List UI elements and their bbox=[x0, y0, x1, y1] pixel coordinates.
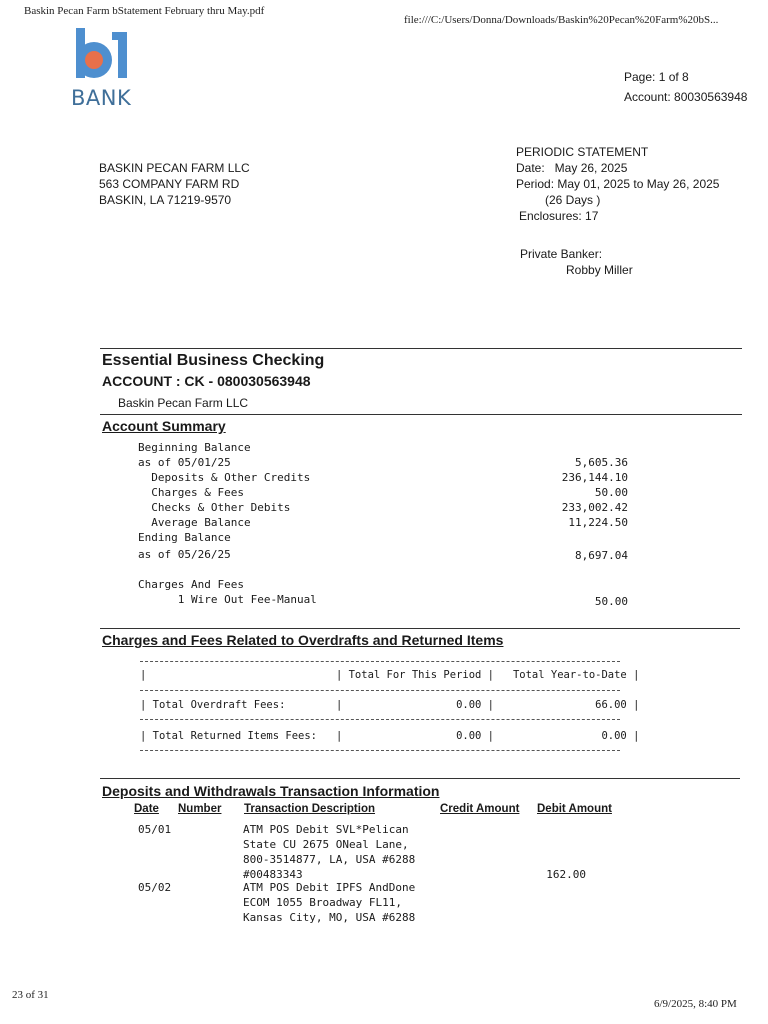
transactions-section-title: Deposits and Withdrawals Transaction Information bbox=[102, 783, 440, 799]
statement-title: PERIODIC STATEMENT bbox=[516, 145, 649, 159]
charges-fees-item: 1 Wire Out Fee-Manual bbox=[138, 593, 317, 606]
page-number: Page: 1 of 8 bbox=[624, 70, 689, 84]
transaction-date: 05/01 bbox=[138, 823, 172, 836]
divider bbox=[100, 628, 740, 629]
description-line: ECOM 1055 Broadway FL11, bbox=[243, 896, 402, 909]
statement-info bbox=[516, 144, 719, 224]
overdraft-fees-row: | Total Overdraft Fees: | 0.00 | 66.00 | bbox=[140, 699, 640, 711]
customer-address bbox=[99, 160, 250, 208]
private-banker-name: Robby Miller bbox=[566, 263, 633, 277]
account-owner: Baskin Pecan Farm LLC bbox=[118, 396, 249, 410]
divider bbox=[100, 778, 740, 779]
table-dashed-border bbox=[140, 661, 620, 662]
document-title: Baskin Pecan Farm bStatement February thru May.pdf bbox=[24, 5, 265, 17]
summary-label: Checks & Other Debits bbox=[138, 501, 291, 514]
returned-items-fees-row: | Total Returned Items Fees: | 0.00 | 0.00 | bbox=[140, 730, 640, 742]
table-dashed-border bbox=[140, 750, 620, 751]
table-dashed-border bbox=[140, 690, 620, 691]
ending-balance-amount: 8,697.04 bbox=[575, 549, 628, 562]
column-header-description: Transaction Description bbox=[244, 803, 376, 815]
transaction-description bbox=[243, 880, 415, 925]
column-header-credit: Credit Amount bbox=[440, 803, 520, 815]
summary-label: Deposits & Other Credits bbox=[138, 471, 311, 484]
summary-label: Ending Balance bbox=[138, 531, 231, 544]
account-line: ACCOUNT : CK - 080030563948 bbox=[102, 373, 311, 389]
summary-label: as of 05/26/25 bbox=[138, 548, 231, 561]
description-line: State CU 2675 ONeal Lane, bbox=[243, 838, 409, 851]
transaction-description bbox=[243, 822, 415, 882]
product-name: Essential Business Checking bbox=[102, 352, 325, 369]
statement-enclosures: Enclosures: 17 bbox=[519, 209, 599, 223]
statement-days: (26 Days ) bbox=[545, 193, 601, 207]
private-banker-label: Private Banker: bbox=[520, 247, 603, 261]
summary-amount: 5,605.36 bbox=[575, 456, 628, 469]
statement-period: Period: May 01, 2025 to May 26, 2025 bbox=[516, 177, 720, 191]
customer-street: 563 COMPANY FARM RD bbox=[99, 177, 240, 191]
summary-label: Charges & Fees bbox=[138, 486, 244, 499]
description-line: ATM POS Debit IPFS AndDone bbox=[243, 881, 416, 894]
summary-label: Beginning Balance bbox=[138, 441, 251, 454]
overdraft-section-title: Charges and Fees Related to Overdrafts and Returned Items bbox=[102, 632, 504, 648]
table-dashed-border bbox=[140, 719, 620, 720]
print-timestamp: 6/9/2025, 8:40 PM bbox=[654, 998, 737, 1010]
summary-amount: 236,144.10 bbox=[561, 471, 628, 484]
transaction-debit: 162.00 bbox=[546, 868, 586, 881]
bank-logo-icon bbox=[72, 26, 138, 84]
customer-city: BASKIN, LA 71219-9570 bbox=[99, 193, 232, 207]
description-line: #00483343 bbox=[243, 868, 303, 881]
column-header-debit: Debit Amount bbox=[537, 803, 612, 815]
account-summary-labels bbox=[138, 440, 310, 562]
divider bbox=[100, 414, 742, 415]
summary-amount: 11,224.50 bbox=[568, 516, 628, 529]
account-summary-title: Account Summary bbox=[102, 418, 226, 434]
statement-date: Date: May 26, 2025 bbox=[516, 161, 628, 175]
summary-amount: 50.00 bbox=[594, 486, 628, 499]
description-line: Kansas City, MO, USA #6288 bbox=[243, 911, 416, 924]
description-line: 800-3514877, LA, USA #6288 bbox=[243, 853, 416, 866]
file-path: file:///C:/Users/Donna/Downloads/Baskin%20Pecan%20Farm%20bS... bbox=[404, 14, 719, 26]
overdraft-header-row: | | Total For This Period | Total Year-to-Date | bbox=[140, 669, 640, 681]
page-counter: 23 of 31 bbox=[12, 989, 49, 1001]
description-line: ATM POS Debit SVL*Pelican bbox=[243, 823, 409, 836]
bank-name: BANK bbox=[71, 86, 132, 110]
charges-fees-amount: 50.00 bbox=[594, 595, 628, 608]
customer-name: BASKIN PECAN FARM LLC bbox=[99, 161, 250, 175]
summary-amount: 233,002.42 bbox=[561, 501, 628, 514]
summary-label: as of 05/01/25 bbox=[138, 456, 231, 469]
transaction-date: 05/02 bbox=[138, 881, 172, 894]
summary-label: Average Balance bbox=[138, 516, 251, 529]
column-header-date: Date bbox=[134, 803, 159, 815]
column-header-number: Number bbox=[178, 803, 222, 815]
account-summary-amounts bbox=[518, 455, 628, 530]
charges-fees-title: Charges And Fees bbox=[138, 578, 244, 591]
account-number: Account: 80030563948 bbox=[624, 90, 748, 104]
divider bbox=[100, 348, 742, 349]
